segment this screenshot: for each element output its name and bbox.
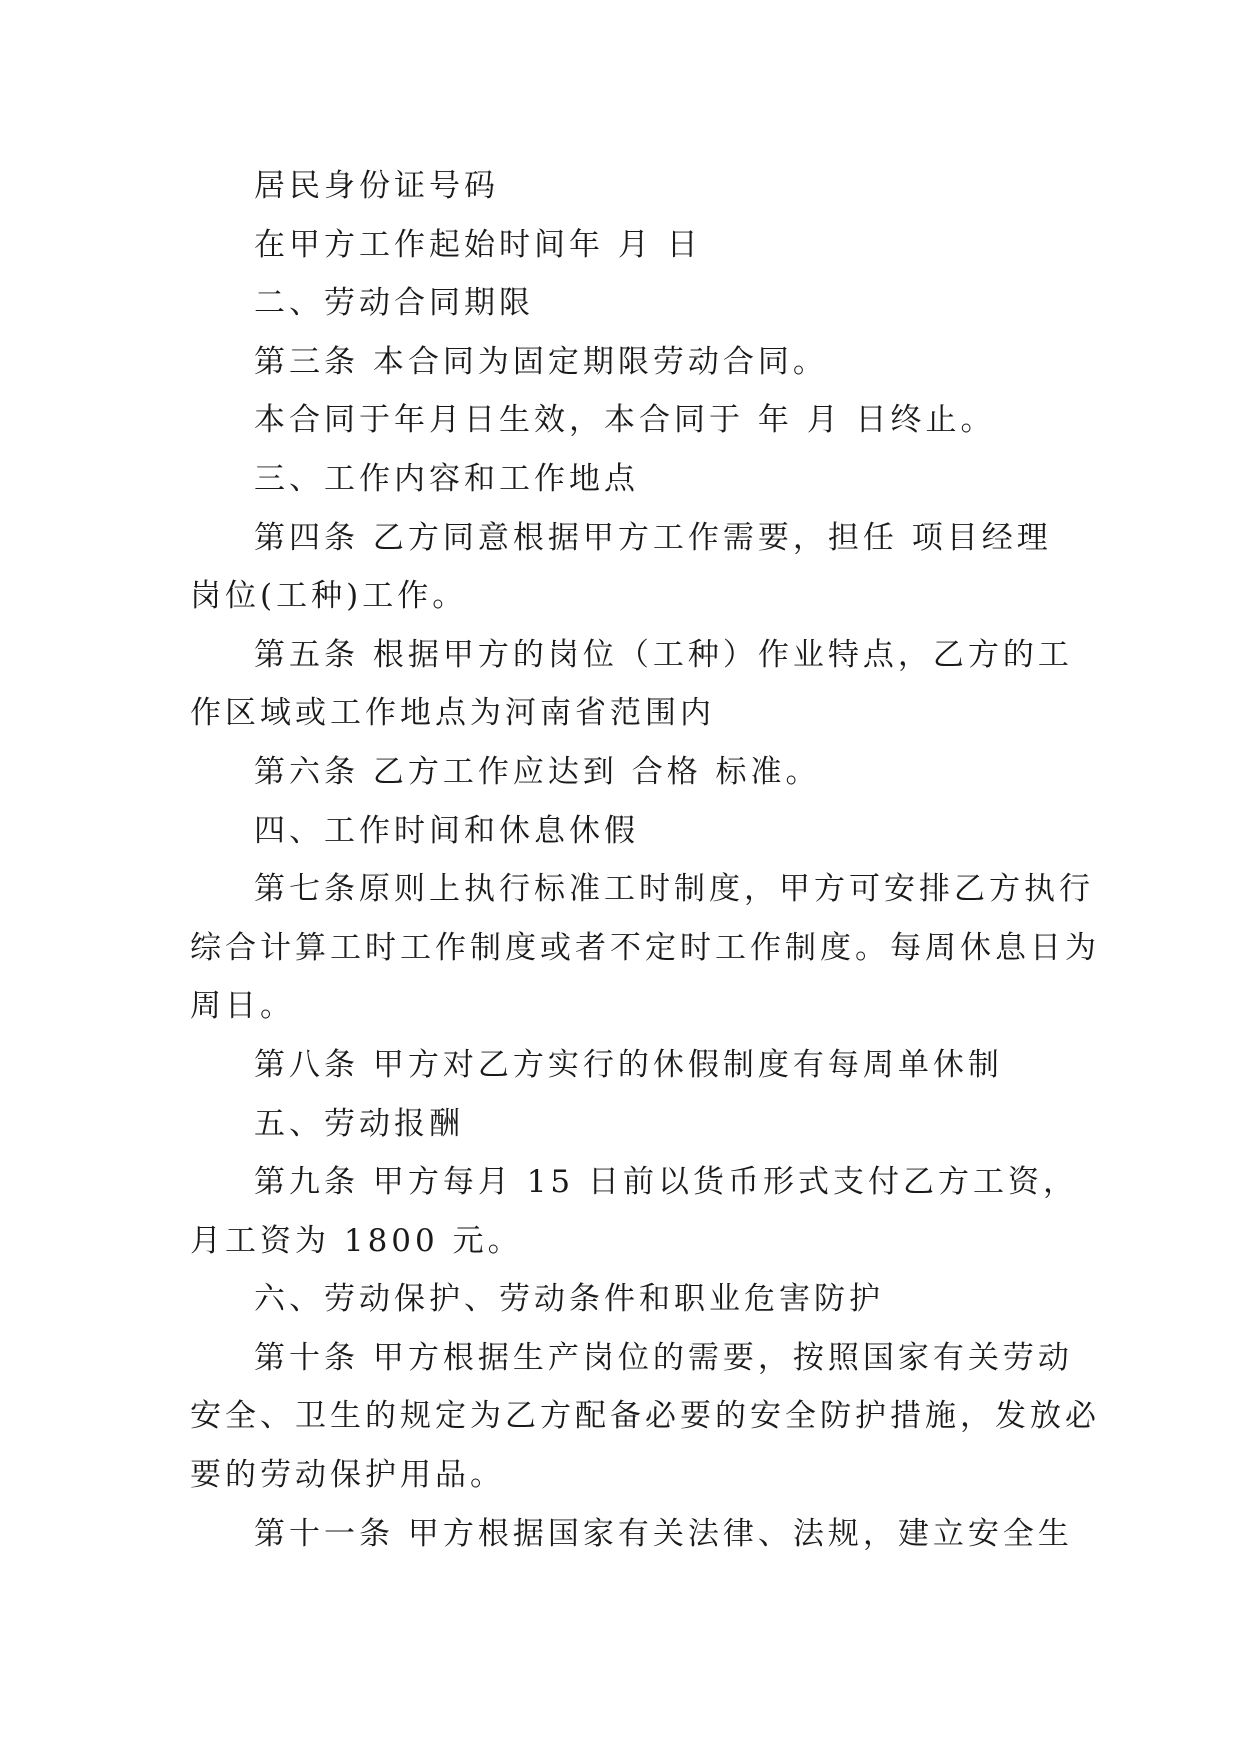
text-line: 在甲方工作起始时间年 月 日 xyxy=(254,226,702,263)
text-line: 第八条 甲方对乙方实行的休假制度有每周单休制 xyxy=(254,1046,1003,1083)
text-line: 三、工作内容和工作地点 xyxy=(254,460,639,497)
text-line: 第十一条 甲方根据国家有关法律、法规，建立安全生 xyxy=(254,1515,1073,1552)
text-line: 第六条 乙方工作应达到 合格 标准。 xyxy=(254,753,821,790)
text-line: 第五条 根据甲方的岗位（工种）作业特点，乙方的工 xyxy=(254,636,1073,673)
text-line: 第三条 本合同为固定期限劳动合同。 xyxy=(254,343,828,380)
text-line: 月工资为 1800 元。 xyxy=(190,1222,523,1259)
text-line: 第九条 甲方每月 15 日前以货币形式支付乙方工资， xyxy=(254,1164,1079,1201)
text-line: 要的劳动保护用品。 xyxy=(190,1457,505,1494)
text-line: 五、劳动报酬 xyxy=(254,1105,464,1142)
text-line: 二、劳动合同期限 xyxy=(254,285,534,322)
text-line: 岗位(工种)工作。 xyxy=(190,578,468,615)
text-line: 第十条 甲方根据生产岗位的需要，按照国家有关劳动 xyxy=(254,1339,1073,1376)
text-line: 周日。 xyxy=(190,988,295,1025)
text-line: 第七条原则上执行标准工时制度，甲方可安排乙方执行 xyxy=(254,871,1094,908)
text-line: 本合同于年月日生效，本合同于 年 月 日终止。 xyxy=(254,402,996,439)
text-line: 四、工作时间和休息休假 xyxy=(254,812,639,849)
text-line: 六、劳动保护、劳动条件和职业危害防护 xyxy=(254,1281,884,1318)
text-line: 居民身份证号码 xyxy=(254,168,499,204)
document-body xyxy=(190,157,1100,1563)
text-line: 综合计算工时工作制度或者不定时工作制度。每周休息日为 xyxy=(190,929,1100,966)
text-line: 作区域或工作地点为河南省范围内 xyxy=(190,695,715,732)
text-line: 安全、卫生的规定为乙方配备必要的安全防护措施，发放必 xyxy=(190,1398,1100,1435)
text-line: 第四条 乙方同意根据甲方工作需要，担任 项目经理 xyxy=(254,519,1052,556)
